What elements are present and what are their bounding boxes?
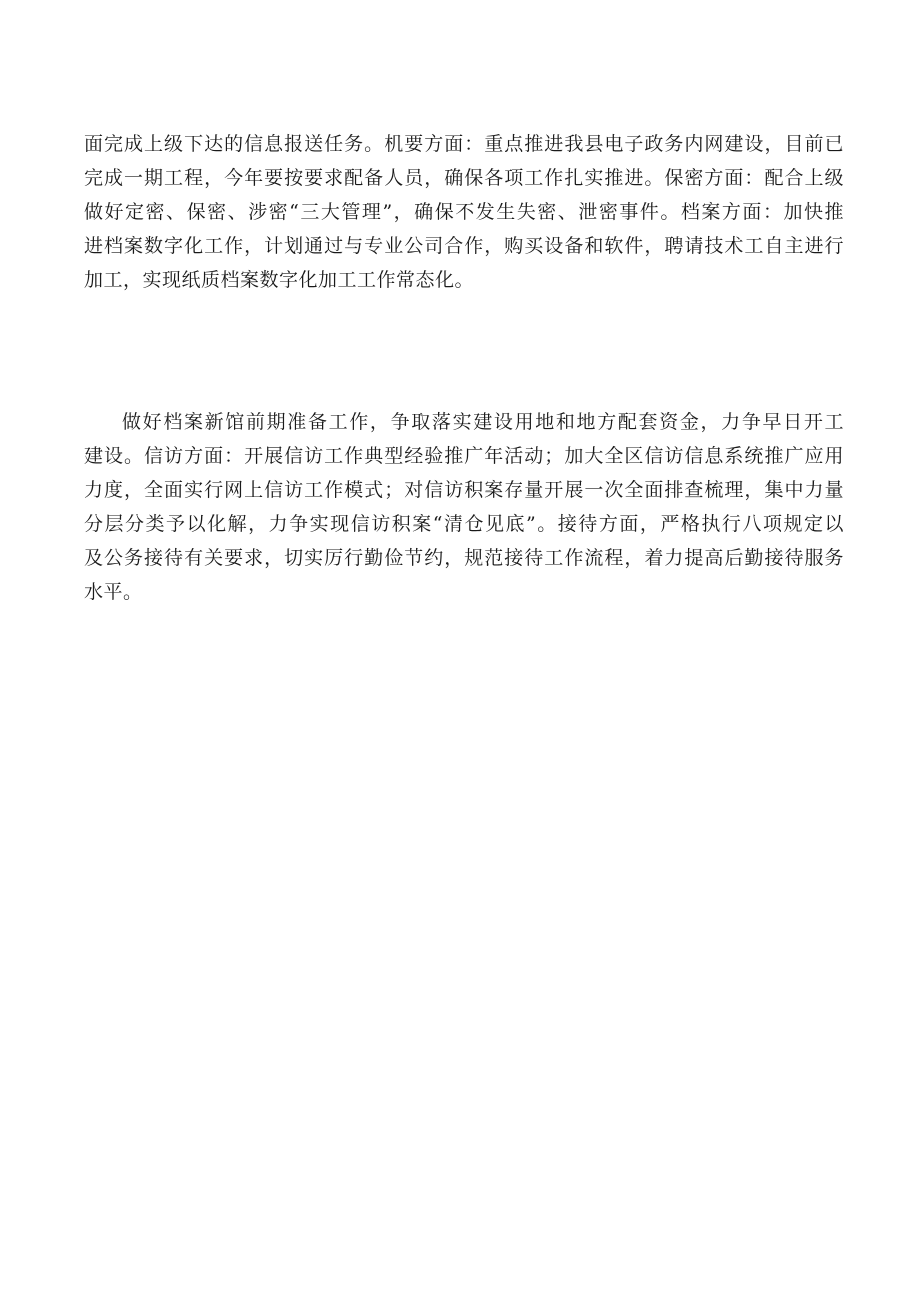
text-line: 水平。 <box>84 581 143 603</box>
text-line: 面完成上级下达的信息报送任务。机要方面：重点推进我县电子政务内网建设，目前已 <box>84 133 844 155</box>
text-line: 做好定密、保密、涉密“三大管理”，确保不发生失密、泄密事件。档案方面：加快推 <box>84 201 844 223</box>
text-line: 及公务接待有关要求，切实厉行勤俭节约，规范接待工作流程，着力提高后勤接待服务 <box>84 547 844 569</box>
text-line: 加工，实现纸质档案数字化加工工作常态化。 <box>84 269 475 291</box>
text-line: 完成一期工程，今年要按要求配备人员，确保各项工作扎实推进。保密方面：配合上级 <box>84 167 844 189</box>
paragraph <box>84 127 844 297</box>
text-line: 分层分类予以化解，力争实现信访积案“清仓见底”。接待方面，严格执行八项规定以 <box>84 513 844 535</box>
paragraph <box>84 405 844 609</box>
text-line: 建设。信访方面：开展信访工作典型经验推广年活动；加大全区信访信息系统推广应用 <box>84 445 844 467</box>
text-line: 进档案数字化工作，计划通过与专业公司合作，购买设备和软件，聘请技术工自主进行 <box>84 235 844 257</box>
text-line: 做好档案新馆前期准备工作，争取落实建设用地和地方配套资金，力争早日开工 <box>122 411 844 433</box>
text-line: 力度，全面实行网上信访工作模式；对信访积案存量开展一次全面排查梳理，集中力量 <box>84 479 844 501</box>
